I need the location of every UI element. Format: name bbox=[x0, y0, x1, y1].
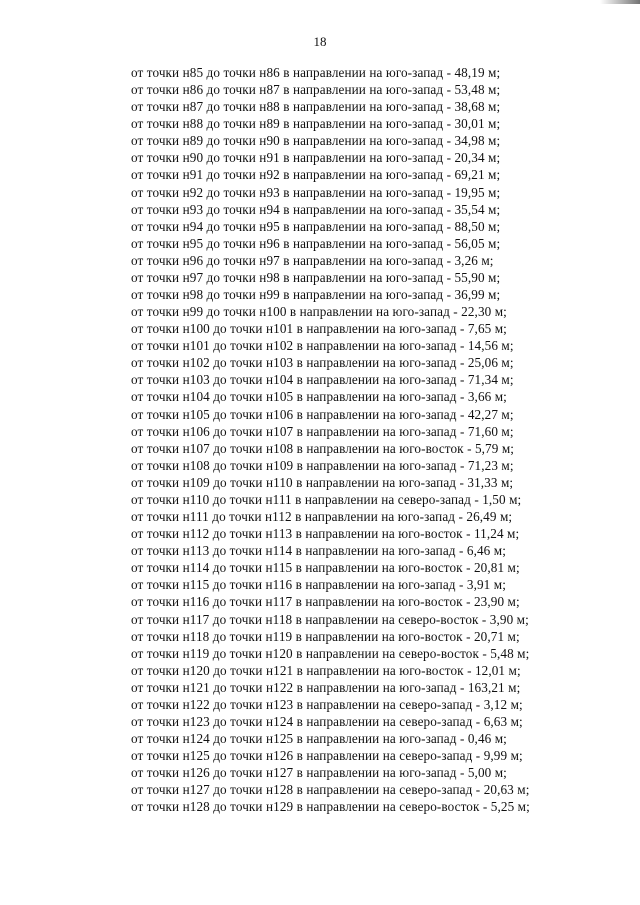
boundary-segment-line: от точки н90 до точки н91 в направлении на юго-запад - 20,34 м; bbox=[131, 150, 501, 166]
boundary-segment-line: от точки н101 до точки н102 в направлении на юго-запад - 14,56 м; bbox=[131, 338, 514, 354]
boundary-segment-line: от точки н91 до точки н92 в направлении на юго-запад - 69,21 м; bbox=[131, 167, 501, 183]
boundary-segment-line: от точки н118 до точки н119 в направлении на юго-восток - 20,71 м; bbox=[131, 628, 520, 644]
boundary-segment-line: от точки н119 до точки н120 в направлении на северо-восток - 5,48 м; bbox=[131, 645, 530, 661]
boundary-segment-line: от точки н124 до точки н125 в направлении на юго-запад - 0,46 м; bbox=[131, 731, 507, 747]
boundary-segment-line: от точки н99 до точки н100 в направлении на юго-запад - 22,30 м; bbox=[131, 304, 507, 320]
boundary-segment-line: от точки н92 до точки н93 в направлении на юго-запад - 19,95 м; bbox=[131, 184, 501, 200]
boundary-segment-line: от точки н103 до точки н104 в направлении на юго-запад - 71,34 м; bbox=[131, 372, 514, 388]
boundary-segment-line: от точки н127 до точки н128 в направлении на северо-запад - 20,63 м; bbox=[131, 782, 530, 798]
boundary-segment-line: от точки н89 до точки н90 в направлении на юго-запад - 34,98 м; bbox=[131, 133, 501, 149]
boundary-segment-line: от точки н108 до точки н109 в направлении на юго-запад - 71,23 м; bbox=[131, 457, 514, 473]
boundary-segment-line: от точки н109 до точки н110 в направлении на юго-запад - 31,33 м; bbox=[131, 474, 514, 490]
boundary-segment-line: от точки н100 до точки н101 в направлении на юго-запад - 7,65 м; bbox=[131, 321, 507, 337]
boundary-segment-line: от точки н123 до точки н124 в направлении на северо-запад - 6,63 м; bbox=[131, 713, 523, 729]
boundary-description-list bbox=[131, 64, 601, 815]
boundary-segment-line: от точки н113 до точки н114 в направлении на юго-запад - 6,46 м; bbox=[131, 543, 506, 559]
boundary-segment-line: от точки н114 до точки н115 в направлении на юго-восток - 20,81 м; bbox=[131, 560, 520, 576]
boundary-segment-line: от точки н95 до точки н96 в направлении на юго-запад - 56,05 м; bbox=[131, 235, 501, 251]
boundary-segment-line: от точки н110 до точки н111 в направлении на северо-запад - 1,50 м; bbox=[131, 491, 522, 507]
boundary-segment-line: от точки н96 до точки н97 в направлении на юго-запад - 3,26 м; bbox=[131, 252, 494, 268]
boundary-segment-line: от точки н93 до точки н94 в направлении на юго-запад - 35,54 м; bbox=[131, 201, 501, 217]
boundary-segment-line: от точки н111 до точки н112 в направлении на юго-запад - 26,49 м; bbox=[131, 509, 513, 525]
boundary-segment-line: от точки н85 до точки н86 в направлении на юго-запад - 48,19 м; bbox=[131, 65, 501, 80]
boundary-segment-line: от точки н122 до точки н123 в направлении на северо-запад - 3,12 м; bbox=[131, 696, 523, 712]
boundary-segment-line: от точки н125 до точки н126 в направлении на северо-запад - 9,99 м; bbox=[131, 748, 523, 764]
boundary-segment-line: от точки н117 до точки н118 в направлении на северо-восток - 3,90 м; bbox=[131, 611, 529, 627]
boundary-segment-line: от точки н106 до точки н107 в направлении на юго-запад - 71,60 м; bbox=[131, 423, 514, 439]
boundary-segment-line: от точки н104 до точки н105 в направлении на юго-запад - 3,66 м; bbox=[131, 389, 507, 405]
boundary-segment-line: от точки н120 до точки н121 в направлении на юго-восток - 12,01 м; bbox=[131, 662, 521, 678]
boundary-segment-line: от точки н98 до точки н99 в направлении на юго-запад - 36,99 м; bbox=[131, 287, 501, 303]
boundary-segment-line: от точки н94 до точки н95 в направлении на юго-запад - 88,50 м; bbox=[131, 218, 501, 234]
boundary-segment-line: от точки н102 до точки н103 в направлении на юго-запад - 25,06 м; bbox=[131, 355, 514, 371]
boundary-segment-line: от точки н112 до точки н113 в направлении на юго-восток - 11,24 м; bbox=[131, 526, 520, 542]
boundary-segment-line: от точки н128 до точки н129 в направлении на северо-восток - 5,25 м; bbox=[131, 799, 530, 815]
boundary-segment-line: от точки н115 до точки н116 в направлении на юго-запад - 3,91 м; bbox=[131, 577, 506, 593]
boundary-segment-line: от точки н105 до точки н106 в направлении на юго-запад - 42,27 м; bbox=[131, 406, 514, 422]
boundary-segment-line: от точки н86 до точки н87 в направлении на юго-запад - 53,48 м; bbox=[131, 82, 501, 98]
boundary-segment-line: от точки н107 до точки н108 в направлении на юго-восток - 5,79 м; bbox=[131, 440, 515, 456]
boundary-segment-line: от точки н88 до точки н89 в направлении на юго-запад - 30,01 м; bbox=[131, 116, 501, 132]
page-number: 18 bbox=[313, 34, 327, 49]
boundary-segment-line: от точки н97 до точки н98 в направлении на юго-запад - 55,90 м; bbox=[131, 269, 501, 285]
boundary-segment-line: от точки н116 до точки н117 в направлении на юго-восток - 23,90 м; bbox=[131, 594, 520, 610]
scan-edge-mark bbox=[600, 0, 640, 4]
boundary-segment-line: от точки н87 до точки н88 в направлении на юго-запад - 38,68 м; bbox=[131, 99, 501, 115]
boundary-segment-line: от точки н126 до точки н127 в направлении на юго-запад - 5,00 м; bbox=[131, 765, 507, 781]
boundary-segment-line: от точки н121 до точки н122 в направлении на юго-запад - 163,21 м; bbox=[131, 679, 521, 695]
